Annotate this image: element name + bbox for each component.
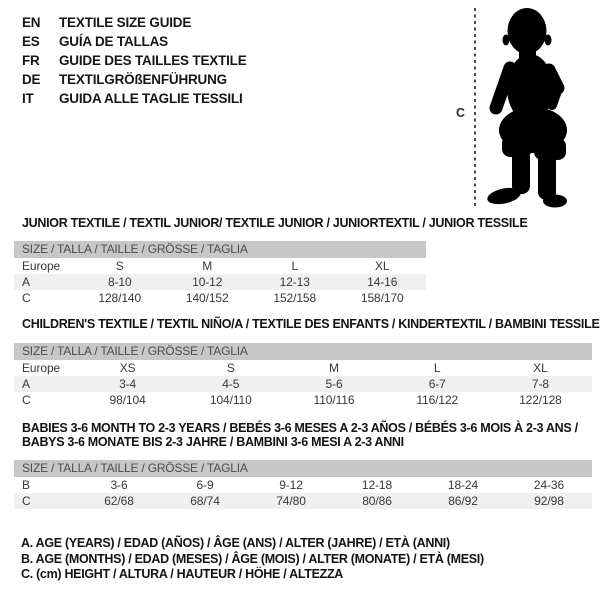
language-title: GUIDE DES TAILLES TEXTILE xyxy=(59,53,247,68)
table-title-line: BABYS 3-6 MONATE BIS 2-3 JAHRE / BAMBINI 3-6 MESI A 2-3 ANNI xyxy=(22,435,404,449)
row-value: 74/80 xyxy=(276,494,306,508)
row-value: 6-7 xyxy=(428,377,446,391)
language-line xyxy=(22,89,247,108)
language-line xyxy=(22,13,247,32)
language-code: EN xyxy=(22,15,41,30)
row-value: 110/116 xyxy=(313,393,355,407)
table-row xyxy=(14,493,592,509)
row-value: 128/140 xyxy=(98,291,142,305)
table-row xyxy=(14,258,426,274)
size-header-bar: SIZE / TALLA / TAILLE / GRÖSSE / TAGLIA xyxy=(14,460,592,477)
row-value: 12-13 xyxy=(279,275,310,289)
table-rows xyxy=(14,258,426,306)
table-row xyxy=(14,290,426,306)
table-rows xyxy=(14,360,592,408)
language-code: ES xyxy=(22,34,40,49)
row-value: 3-4 xyxy=(119,377,137,391)
language-header xyxy=(22,13,247,108)
row-value: 3-6 xyxy=(110,478,128,492)
row-label: Europe xyxy=(22,259,61,273)
row-value: XL xyxy=(533,361,548,375)
row-value: 116/122 xyxy=(416,393,459,407)
table-row xyxy=(14,477,592,493)
table-title xyxy=(22,421,592,449)
row-value: 12-18 xyxy=(361,478,393,492)
language-code: FR xyxy=(22,53,40,68)
row-label: A xyxy=(22,275,30,289)
row-label: Europe xyxy=(22,361,61,375)
row-value: 86/92 xyxy=(448,494,478,508)
row-label: C xyxy=(22,494,31,508)
footnote: A. AGE (YEARS) / EDAD (AÑOS) / ÂGE (ANS) / ALTER (JAHRE) / ETÀ (ANNI) xyxy=(21,536,450,550)
row-value: S xyxy=(115,259,124,273)
row-value: 24-36 xyxy=(533,478,565,492)
row-value: 140/152 xyxy=(185,291,229,305)
table-title-line: CHILDREN'S TEXTILE / TEXTIL NIÑO/A / TEXTILE DES ENFANTS / KINDERTEXTIL / BAMBINI TESSILE xyxy=(22,317,600,331)
language-line xyxy=(22,32,247,51)
table-rows xyxy=(14,477,592,509)
row-value: L xyxy=(291,259,299,273)
baby-silhouette-shape xyxy=(486,8,567,208)
row-value: 5-6 xyxy=(325,377,343,391)
table-row xyxy=(14,360,592,376)
row-value: M xyxy=(202,259,213,273)
row-value: 6-9 xyxy=(196,478,214,492)
table-row xyxy=(14,274,426,290)
row-label: C xyxy=(22,393,31,407)
row-value: 18-24 xyxy=(447,478,479,492)
row-value: XS xyxy=(119,361,136,375)
babies-textile-table xyxy=(14,421,592,509)
row-label: B xyxy=(22,478,30,492)
row-value: S xyxy=(226,361,235,375)
junior-textile-table xyxy=(14,216,528,306)
row-value: 98/104 xyxy=(109,393,146,407)
row-value: 104/110 xyxy=(209,393,252,407)
table-title xyxy=(22,216,528,230)
children-textile-table xyxy=(14,317,600,408)
table-title-line: BABIES 3-6 MONTH TO 2-3 YEARS / BEBÉS 3-6 MESES A 2-3 AÑOS / BÉBÉS 3-6 MOIS À 2-3 ANS / xyxy=(22,421,578,435)
row-value: 14-16 xyxy=(367,275,398,289)
size-header-bar: SIZE / TALLA / TAILLE / GRÖSSE / TAGLIA xyxy=(14,241,426,258)
row-value: 4-5 xyxy=(222,377,240,391)
table-title-line: JUNIOR TEXTILE / TEXTIL JUNIOR/ TEXTILE JUNIOR / JUNIORTEXTIL / JUNIOR TESSILE xyxy=(22,216,528,230)
language-title: TEXTILGRÖßENFÜHRUNG xyxy=(59,72,227,87)
row-value: 10-12 xyxy=(192,275,223,289)
row-value: L xyxy=(433,361,441,375)
footnotes xyxy=(21,536,484,583)
row-value: 68/74 xyxy=(190,494,220,508)
size-header-bar: SIZE / TALLA / TAILLE / GRÖSSE / TAGLIA xyxy=(14,343,592,360)
row-value: 7-8 xyxy=(531,377,549,391)
language-code: DE xyxy=(22,72,41,87)
row-value: 9-12 xyxy=(279,478,303,492)
language-title: GUÍA DE TALLAS xyxy=(59,34,168,49)
row-value: 92/98 xyxy=(534,494,564,508)
row-value: XL xyxy=(375,259,390,273)
table-row xyxy=(14,392,592,408)
language-line xyxy=(22,51,247,70)
language-title: TEXTILE SIZE GUIDE xyxy=(59,15,192,30)
row-label: C xyxy=(22,291,31,305)
row-value: 8-10 xyxy=(107,275,132,289)
row-value: 80/86 xyxy=(362,494,392,508)
language-line xyxy=(22,70,247,89)
table-row xyxy=(14,376,592,392)
row-value: 122/128 xyxy=(519,393,562,407)
footnote: C. (cm) HEIGHT / ALTURA / HAUTEUR / HÖHE / ALTEZZA xyxy=(21,567,344,581)
row-value: 152/158 xyxy=(273,291,317,305)
table-title xyxy=(22,317,600,331)
row-label: A xyxy=(22,377,30,391)
language-code: IT xyxy=(22,91,34,106)
height-label-c: C xyxy=(456,106,466,120)
baby-silhouette xyxy=(450,0,600,215)
row-value: M xyxy=(329,361,339,375)
row-value: 62/68 xyxy=(104,494,134,508)
footnote: B. AGE (MONTHS) / EDAD (MESES) / ÂGE (MOIS) / ALTER (MONATE) / ETÀ (MESI) xyxy=(21,551,484,566)
language-title: GUIDA ALLE TAGLIE TESSILI xyxy=(59,91,243,106)
row-value: 158/170 xyxy=(360,291,404,305)
